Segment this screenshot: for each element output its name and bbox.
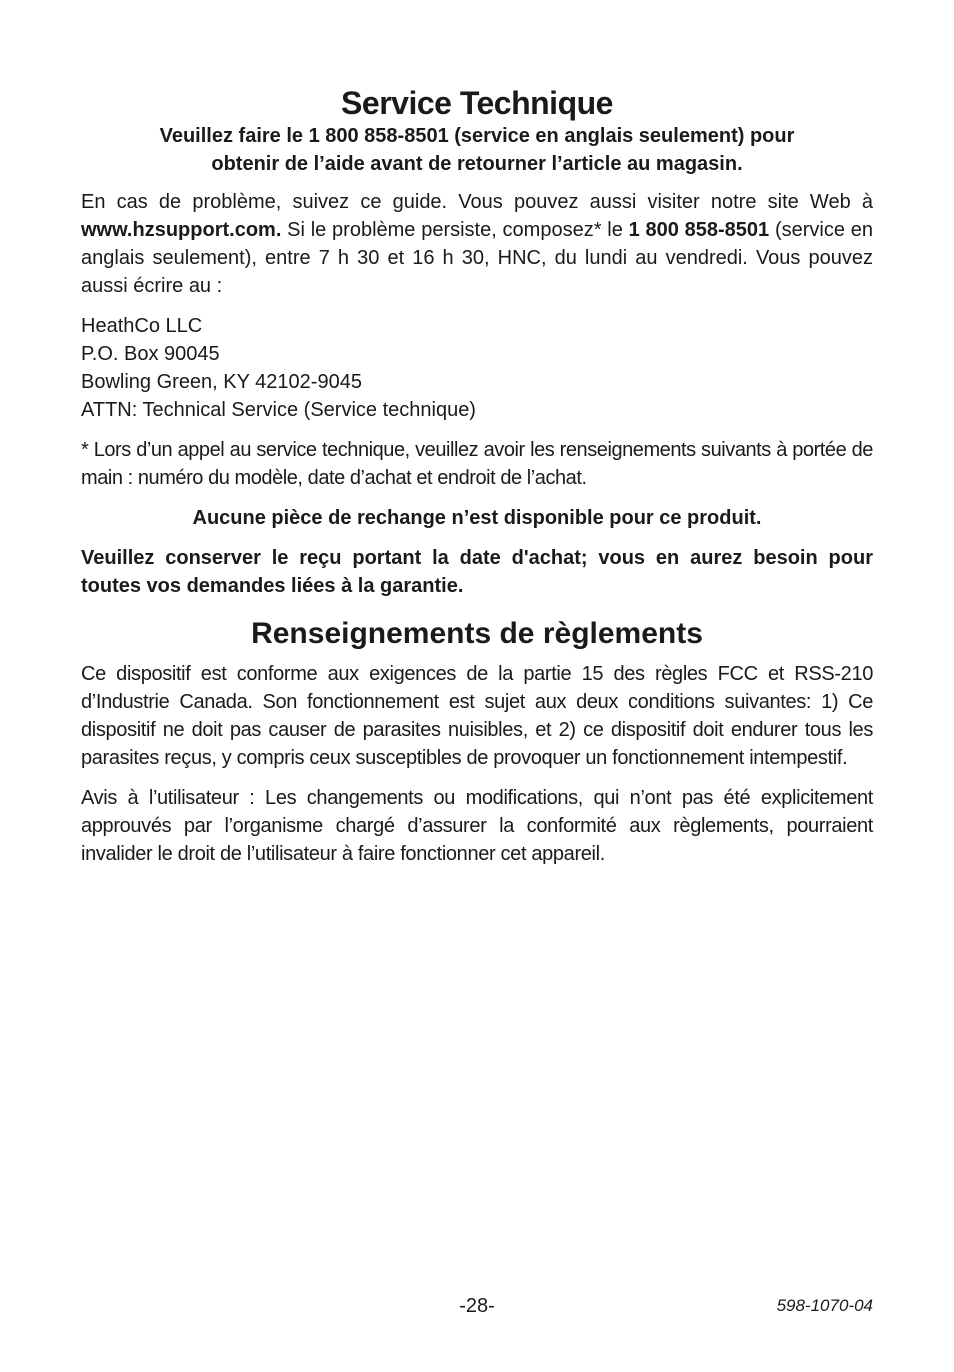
- user-notice-paragraph: Avis à l’utilisateur : Les changements ou modifications, qui n’ont pas été explicitement approuvés par l’organisme chargé d’assurer la conformité aux règlements, pourraient invalider le droit de l’utilisateur à faire fonctionner cet appareil.: [81, 787, 873, 865]
- regulations-heading: Renseignements de règlements: [251, 617, 703, 650]
- website-link[interactable]: www.hzsupport.com.: [81, 219, 282, 241]
- page-number: -28-: [459, 1295, 495, 1317]
- troubleshooting-intro: [81, 188, 873, 300]
- intro-text-2: Si le problème persiste, composez* le: [281, 219, 629, 241]
- service-technique-heading: Service Technique: [341, 85, 613, 121]
- keep-receipt-notice: Veuillez conserver le reçu portant la date d'achat; vous en aurez besoin pour toutes vos demandes liées à la garantie.: [81, 547, 873, 597]
- mailing-address: [81, 312, 873, 424]
- call-before-return-notice: [81, 122, 873, 178]
- page-content: [81, 84, 873, 880]
- address-line-attention: ATTN: Technical Service (Service technique): [81, 399, 476, 421]
- address-line-po-box: P.O. Box 90045: [81, 343, 220, 365]
- phone-number: 1 800 858-8501: [628, 219, 770, 241]
- address-line-city: Bowling Green, KY 42102-9045: [81, 371, 362, 393]
- intro-text-3: (service en anglais seulement), entre 7 h 30 et 16 h 30, HNC, du lundi au vendredi. Vous pouvez aussi écrire au :: [81, 219, 873, 297]
- call-notice-line-1: Veuillez faire le 1 800 858-8501 (service en anglais seulement) pour: [159, 125, 795, 147]
- document-code: 598-1070-04: [776, 1296, 873, 1315]
- intro-text-1: En cas de problème, suivez ce guide. Vous pouvez aussi visiter notre site Web à: [81, 191, 873, 213]
- call-notice-line-2: obtenir de l’aide avant de retourner l’article au magasin.: [211, 153, 743, 175]
- service-call-footnote: * Lors d’un appel au service technique, veuillez avoir les renseignements suivants à portée de main : numéro du modèle, date d’achat et endroit de l’achat.: [81, 439, 873, 489]
- no-replacement-parts-notice: Aucune pièce de rechange n’est disponible pour ce produit.: [192, 507, 762, 529]
- address-line-company: HeathCo LLC: [81, 315, 203, 337]
- fcc-compliance-paragraph: Ce dispositif est conforme aux exigences de la partie 15 des règles FCC et RSS-210 d’Industrie Canada. Son fonctionnement est sujet aux deux conditions suivantes: 1) Ce dispositif ne doit pas causer de parasites nuisibles, et 2) ce dispositif doit endurer tous les parasites reçus, y compris ceux susceptibles de provoquer un fonctionnement intempestif.: [81, 663, 873, 769]
